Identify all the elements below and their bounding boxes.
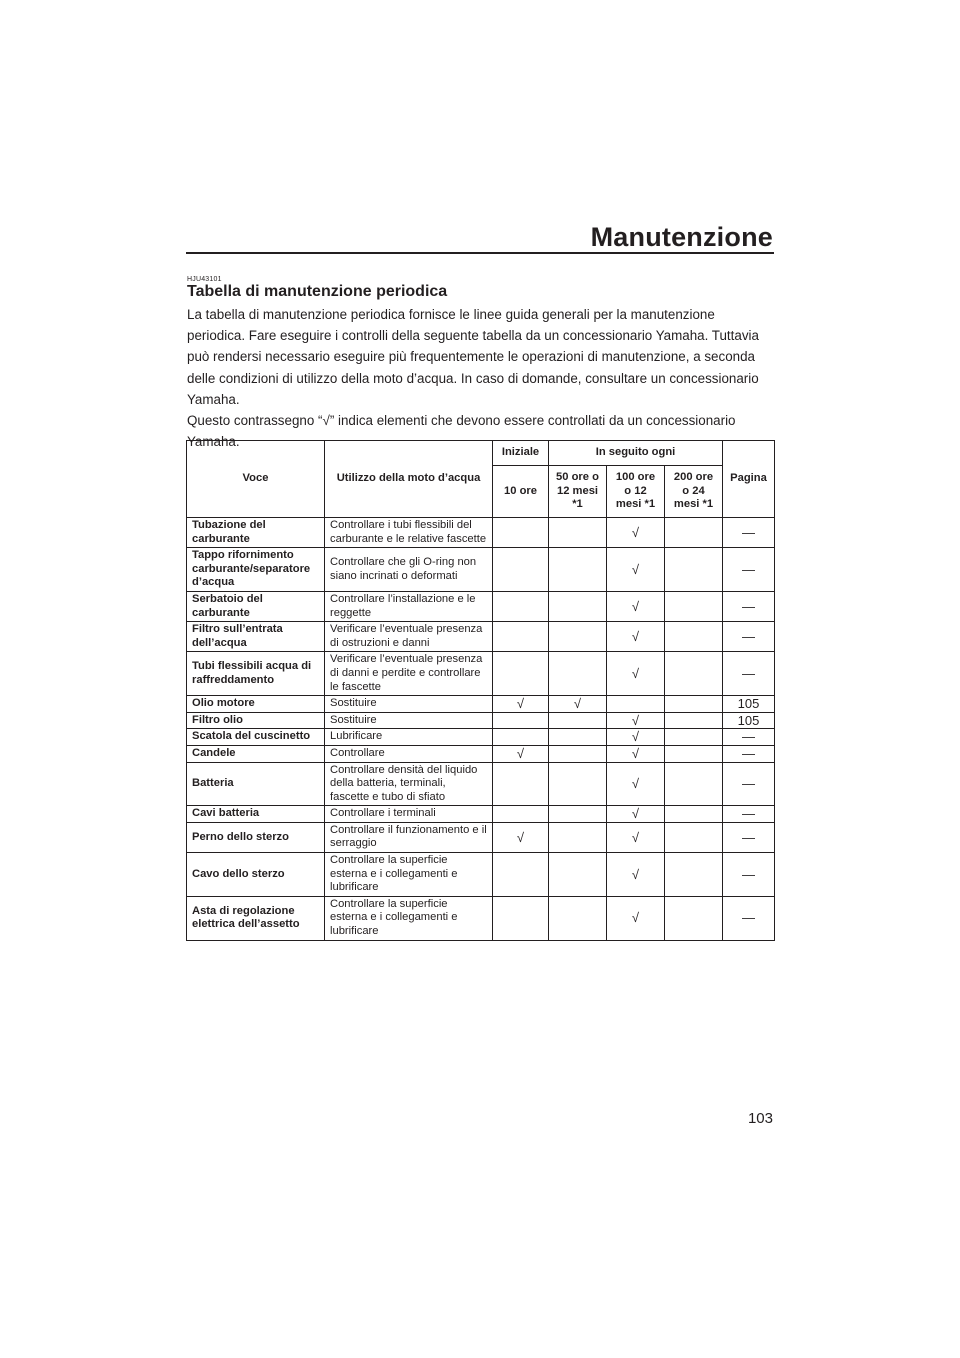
row-page: — <box>723 548 775 592</box>
row-page: — <box>723 518 775 548</box>
row-item: Candele <box>187 745 325 762</box>
row-action: Controllare i tubi flessibili del carburante e le relative fascette <box>325 518 493 548</box>
header-50-ore: 50 ore o 12 mesi *1 <box>549 466 607 518</box>
row-action: Verificare l’eventuale presenza di danni e perdite e controllare le fascette <box>325 652 493 696</box>
empty-cell <box>549 853 607 897</box>
maintenance-table-body <box>187 518 775 941</box>
row-item: Perno dello sterzo <box>187 822 325 852</box>
empty-cell <box>493 729 549 746</box>
row-item: Tubi flessibili acqua di raffreddamento <box>187 652 325 696</box>
table-row <box>187 896 775 940</box>
table-row <box>187 548 775 592</box>
row-item: Tappo rifornimento carburante/separatore d’acqua <box>187 548 325 592</box>
check-mark-icon <box>607 548 665 592</box>
empty-cell <box>549 591 607 621</box>
empty-cell <box>665 696 723 713</box>
section-code: HJU43101 <box>187 276 222 283</box>
row-page: — <box>723 806 775 823</box>
empty-cell <box>493 896 549 940</box>
empty-cell <box>549 806 607 823</box>
header-10-ore: 10 ore <box>493 466 549 518</box>
table-row <box>187 591 775 621</box>
row-action: Controllare l’installazione e le reggette <box>325 591 493 621</box>
empty-cell <box>665 712 723 729</box>
empty-cell <box>493 712 549 729</box>
empty-cell <box>549 712 607 729</box>
header-rule <box>186 252 774 254</box>
check-mark-icon <box>607 806 665 823</box>
row-item: Olio motore <box>187 696 325 713</box>
intro-paragraph: La tabella di manutenzione periodica fornisce le linee guida generali per la manutenzione periodica. Fare eseguire i controlli della seguente tabella da un concessionario Yamaha. Tuttavia può rendersi necessario eseguire più frequentemente le operazioni di manutenzione, a seconda delle condizioni di utilizzo della moto d’acqua. In caso di domande, consultare un concessionario Yamaha. <box>187 307 759 407</box>
header-utilizzo: Utilizzo della moto d’acqua <box>325 441 493 518</box>
empty-cell <box>549 652 607 696</box>
table-row <box>187 745 775 762</box>
empty-cell <box>493 762 549 806</box>
check-mark-icon <box>607 745 665 762</box>
header-voce: Voce <box>187 441 325 518</box>
empty-cell <box>549 622 607 652</box>
empty-cell <box>493 622 549 652</box>
row-item: Filtro sull’entrata dell’acqua <box>187 622 325 652</box>
table-row <box>187 696 775 713</box>
row-action: Verificare l’eventuale presenza di ostruzioni e danni <box>325 622 493 652</box>
check-mark-icon <box>549 696 607 713</box>
row-page: — <box>723 745 775 762</box>
row-item: Filtro olio <box>187 712 325 729</box>
row-item: Tubazione del carburante <box>187 518 325 548</box>
check-mark-icon <box>607 622 665 652</box>
row-item: Asta di regolazione elettrica dell’assetto <box>187 896 325 940</box>
row-item: Cavi batteria <box>187 806 325 823</box>
row-page: — <box>723 591 775 621</box>
row-action: Controllare la superficie esterna e i collegamenti e lubrificare <box>325 896 493 940</box>
empty-cell <box>665 729 723 746</box>
empty-cell <box>549 762 607 806</box>
empty-cell <box>493 806 549 823</box>
empty-cell <box>549 548 607 592</box>
row-item: Serbatoio del carburante <box>187 591 325 621</box>
header-in-seguito: In seguito ogni <box>549 441 723 466</box>
empty-cell <box>549 518 607 548</box>
page-header-title: Manutenzione <box>590 222 773 252</box>
intro-text <box>187 304 775 452</box>
empty-cell <box>493 591 549 621</box>
row-action: Controllare la superficie esterna e i collegamenti e lubrificare <box>325 853 493 897</box>
empty-cell <box>665 652 723 696</box>
row-page: — <box>723 622 775 652</box>
empty-cell <box>665 806 723 823</box>
table-row <box>187 729 775 746</box>
table-row <box>187 762 775 806</box>
check-mark-icon <box>607 762 665 806</box>
empty-cell <box>607 696 665 713</box>
check-mark-icon <box>493 696 549 713</box>
check-mark-icon <box>607 822 665 852</box>
empty-cell <box>493 518 549 548</box>
check-mark-icon <box>607 518 665 548</box>
header-iniziale: Iniziale <box>493 441 549 466</box>
empty-cell <box>665 548 723 592</box>
row-item: Scatola del cuscinetto <box>187 729 325 746</box>
check-mark-icon <box>607 591 665 621</box>
check-mark-icon <box>607 652 665 696</box>
row-action: Controllare il funzionamento e il serraggio <box>325 822 493 852</box>
table-row <box>187 822 775 852</box>
check-mark-icon <box>607 896 665 940</box>
empty-cell <box>549 745 607 762</box>
table-row <box>187 518 775 548</box>
row-page: 105 <box>723 712 775 729</box>
empty-cell <box>665 822 723 852</box>
table-row <box>187 622 775 652</box>
header-100-ore: 100 ore o 12 mesi *1 <box>607 466 665 518</box>
empty-cell <box>549 822 607 852</box>
section-title: Tabella di manutenzione periodica <box>187 283 448 300</box>
row-action: Controllare <box>325 745 493 762</box>
empty-cell <box>549 729 607 746</box>
empty-cell <box>665 762 723 806</box>
empty-cell <box>549 896 607 940</box>
row-page: — <box>723 853 775 897</box>
header-200-ore: 200 ore o 24 mesi *1 <box>665 466 723 518</box>
row-action: Sostituire <box>325 696 493 713</box>
row-page: — <box>723 762 775 806</box>
empty-cell <box>665 745 723 762</box>
empty-cell <box>493 548 549 592</box>
check-mark-icon <box>493 822 549 852</box>
table-row <box>187 806 775 823</box>
row-page: — <box>723 822 775 852</box>
table-row <box>187 712 775 729</box>
row-action: Lubrificare <box>325 729 493 746</box>
row-page: — <box>723 729 775 746</box>
empty-cell <box>665 622 723 652</box>
empty-cell <box>493 652 549 696</box>
check-mark-icon <box>493 745 549 762</box>
empty-cell <box>665 518 723 548</box>
empty-cell <box>493 853 549 897</box>
row-item: Batteria <box>187 762 325 806</box>
header-pagina: Pagina <box>723 441 775 518</box>
empty-cell <box>665 853 723 897</box>
row-page: — <box>723 652 775 696</box>
row-action: Controllare densità del liquido della batteria, terminali, fascette e tubo di sfiato <box>325 762 493 806</box>
intro-paragraph-checkmark: Questo contrassegno “√” indica elementi che devono essere controllati da un concessionario Yamaha. <box>187 413 736 450</box>
row-item: Cavo dello sterzo <box>187 853 325 897</box>
empty-cell <box>665 896 723 940</box>
row-page: — <box>723 896 775 940</box>
maintenance-table <box>186 440 775 941</box>
row-action: Controllare che gli O-ring non siano incrinati o deformati <box>325 548 493 592</box>
empty-cell <box>665 591 723 621</box>
page-number: 103 <box>747 1110 773 1127</box>
row-action: Sostituire <box>325 712 493 729</box>
check-mark-icon <box>607 729 665 746</box>
check-mark-icon <box>607 853 665 897</box>
check-mark-icon <box>607 712 665 729</box>
table-row <box>187 652 775 696</box>
row-page: 105 <box>723 696 775 713</box>
row-action: Controllare i terminali <box>325 806 493 823</box>
table-row <box>187 853 775 897</box>
